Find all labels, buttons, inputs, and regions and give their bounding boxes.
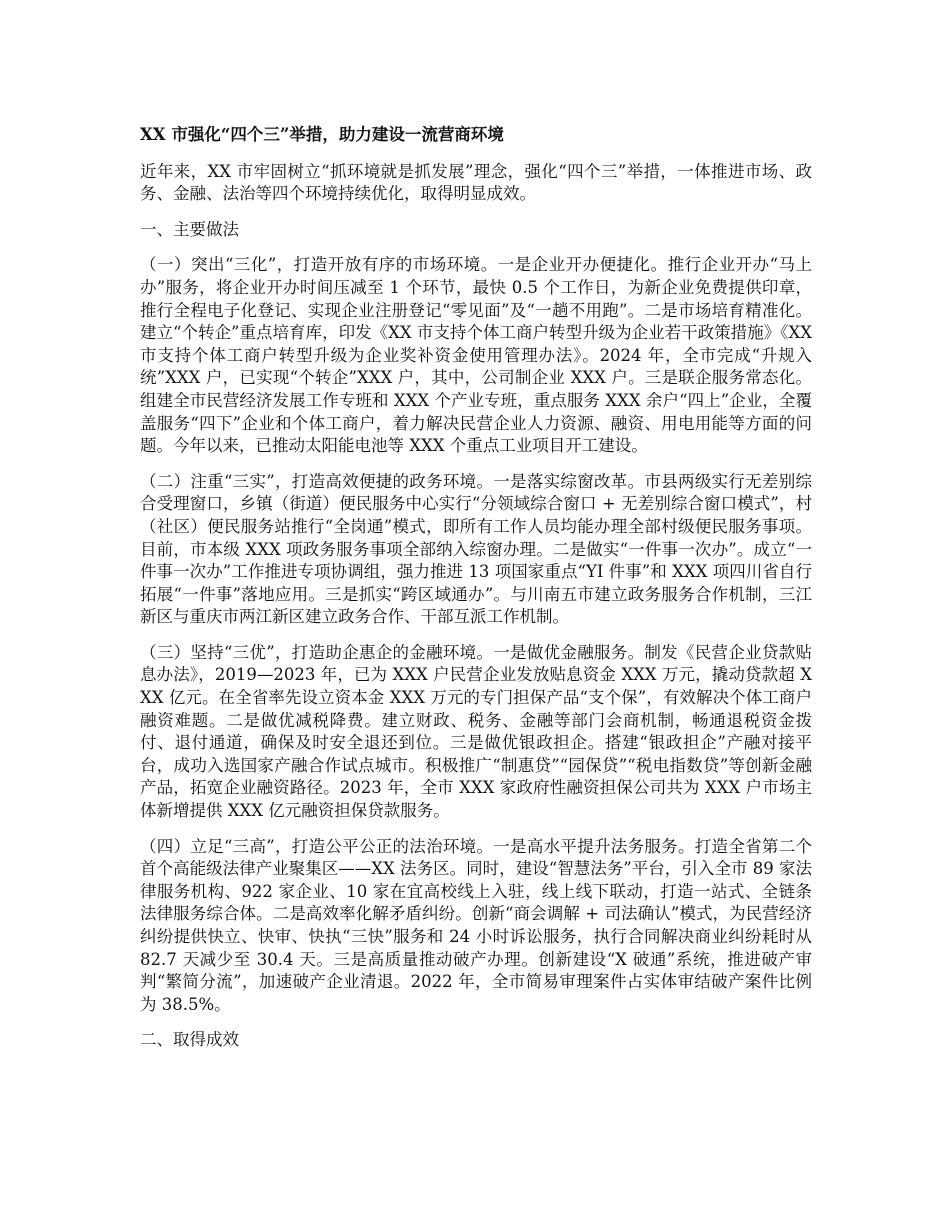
document-title: XX 市强化“四个三”举措，助力建设一流营商环境: [140, 125, 504, 144]
intro-paragraph: 近年来，XX 市牢固树立“抓环境就是抓发展”理念，强化“四个三”举措，一体推进市场、政务、金融、法治等四个环境持续优化，取得明显成效。: [140, 161, 812, 204]
section-heading-achievements: 二、取得成效: [140, 1030, 239, 1050]
paragraph-government-environment: （二）注重“三实”，打造高效便捷的政务环境。一是落实综窗改革。市县两级实行无差别综合受理窗口，乡镇（街道）便民服务中心实行“分领域综合窗口 + 无差别综合窗口模式”，村（社区）便民服务站推行“全岗通”模式，即所有工作人员均能办理全部村级便民服务事项。目前，市本级 XXX 项政务服务事项全部纳入综窗办理。二是做实“一件事一次办”。成立“一件事一次办”工作推进专项协调组，强力推进 13 项国家重点“YI 件事”和 XXX 项四川省自行拓展“一件事”落地应用。三是抓实“跨区域通办”。与川南五市建立政务服务合作机制，三江新区与重庆市两江新区建立政务合作、干部互派工作机制。: [140, 471, 812, 627]
paragraph-market-environment: （一）突出“三化”，打造开放有序的市场环境。一是企业开办便捷化。推行企业开办“马上办”服务，将企业开办时间压减至 1 个环节，最快 0.5 个工作日，为新企业免费提供印章，推行全程电子化登记、实现企业注册登记“零见面”及“一趟不用跑”。二是市场培育精准化。建立“个转企”重点培育库，印发《XX 市支持个体工商户转型升级为企业若干政策措施》《XX 市支持个体工商户转型升级为企业奖补资金使用管理办法》。2024 年，全市完成“升规入统”XXX 户，已实现“个转企”XXX 户，其中，公司制企业 XXX 户。三是联企服务常态化。组建全市民营经济发展工作专班和 XXX 个产业专班，重点服务 XXX 余户“四上”企业，全覆盖服务“四下”企业和个体工商户，着力解决民营企业人力资源、融资、用电用能等方面的问题。今年以来，已推动太阳能电池等 XXX 个重点工业项目开工建设。: [140, 255, 812, 456]
paragraph-financial-environment: （三）坚持“三优”，打造助企惠企的金融环境。一是做优金融服务。制发《民营企业贷款贴息办法》，2019—2023 年，已为 XXX 户民营企业发放贴息资金 XXX 万元，撬动贷款超 XXX 亿元。在全省率先设立资本金 XXX 万元的专门担保产品“支个保”，有效解决个体工商户融资难题。二是做优减税降费。建立财政、税务、金融等部门会商机制，畅通退税资金拨付、退付通道，确保及时安全退还到位。三是做优银政担企。搭建“银政担企”产融对接平台，成功入选国家产融合作试点城市。积极推广“制惠贷”“园保贷”“税电指数贷”等创新金融产品，拓宽企业融资路径。2023 年，全市 XXX 家政府性融资担保公司共为 XXX 户市场主体新增提供 XXX 亿元融资担保贷款服务。: [140, 642, 812, 821]
paragraph-legal-environment: （四）立足“三高”，打造公平公正的法治环境。一是高水平提升法务服务。打造全省第二个首个高能级法律产业聚集区——XX 法务区。同时，建设“智慧法务”平台，引入全市 89 家法律服务机构、922 家企业、10 家在宜高校线上入驻，线上线下联动，打造一站式、全链条法律服务综合体。二是高效率化解矛盾纠纷。创新“商会调解 + 司法确认”模式，为民营经济纠纷提供快立、快审、快执“三快”服务和 24 小时诉讼服务，执行合同解决商业纠纷耗时从 82.7 天减少至 30.4 天。三是高质量推动破产办理。创新建设“X 破通”系统，推进破产审判“繁简分流”，加速破产企业清退。2022 年，全市简易审理案件占实体审结破产案件比例为 38.5%。: [140, 836, 812, 1014]
section-heading-main-practices: 一、主要做法: [140, 219, 239, 239]
document-page: [140, 124, 812, 1065]
